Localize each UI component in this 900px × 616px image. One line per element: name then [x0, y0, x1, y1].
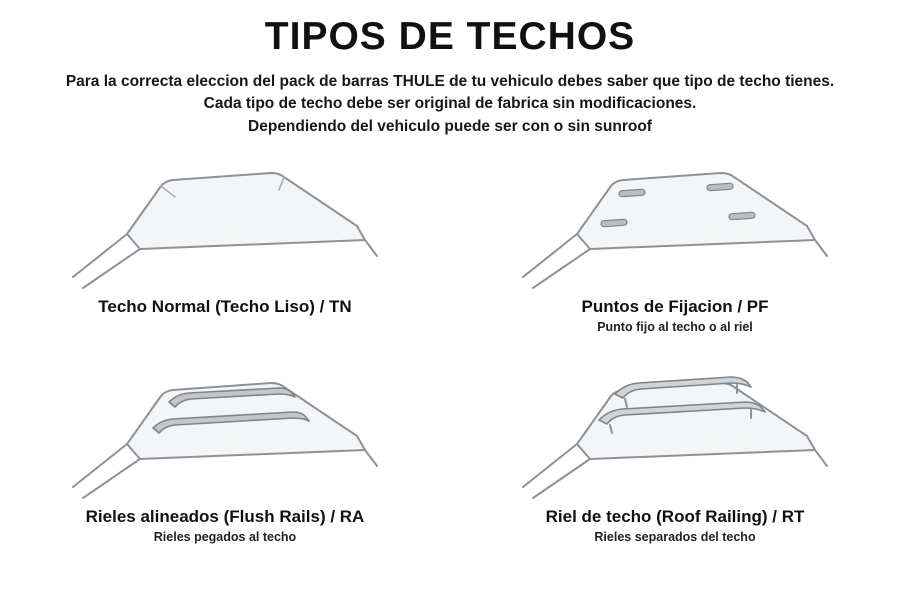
roof-type-cell-tn: [0, 150, 450, 360]
car-roof-railing-icon: [515, 366, 835, 501]
car-roof-flushrail-icon: [65, 366, 385, 501]
roof-type-caption-ra: Rieles alineados (Flush Rails) / RA: [85, 507, 365, 527]
roof-type-caption-tn: Techo Normal (Techo Liso) / TN: [98, 297, 352, 317]
car-roof-fixpoint-icon: [515, 156, 835, 291]
roof-type-subcaption-pf: Punto fijo al techo o al riel: [597, 320, 753, 335]
roof-type-caption-pf: Puntos de Fijacion / PF: [581, 297, 769, 317]
roof-type-cell-pf: [450, 150, 900, 360]
car-roof-plain-icon: [65, 156, 385, 291]
roof-type-cell-ra: [0, 360, 450, 570]
roof-type-subcaption-ra: Rieles pegados al techo: [153, 530, 297, 545]
roof-types-diagram: [0, 16, 900, 616]
intro-line-1: Para la correcta eleccion del pack de barras THULE de tu vehiculo debes saber que tipo de techo tienes.: [65, 72, 835, 90]
roof-type-grid: [0, 150, 900, 570]
roof-type-cell-rt: [450, 360, 900, 570]
intro-text-block: [40, 71, 860, 138]
roof-type-caption-rt: Riel de techo (Roof Railing) / RT: [545, 507, 805, 527]
intro-line-3: Dependiendo del vehiculo puede ser con o sin sunroof: [248, 117, 652, 135]
intro-line-2: Cada tipo de techo debe ser original de fabrica sin modificaciones.: [203, 95, 697, 113]
roof-type-subcaption-rt: Rieles separados del techo: [594, 530, 756, 545]
page-title: TIPOS DE TECHOS: [264, 15, 636, 58]
